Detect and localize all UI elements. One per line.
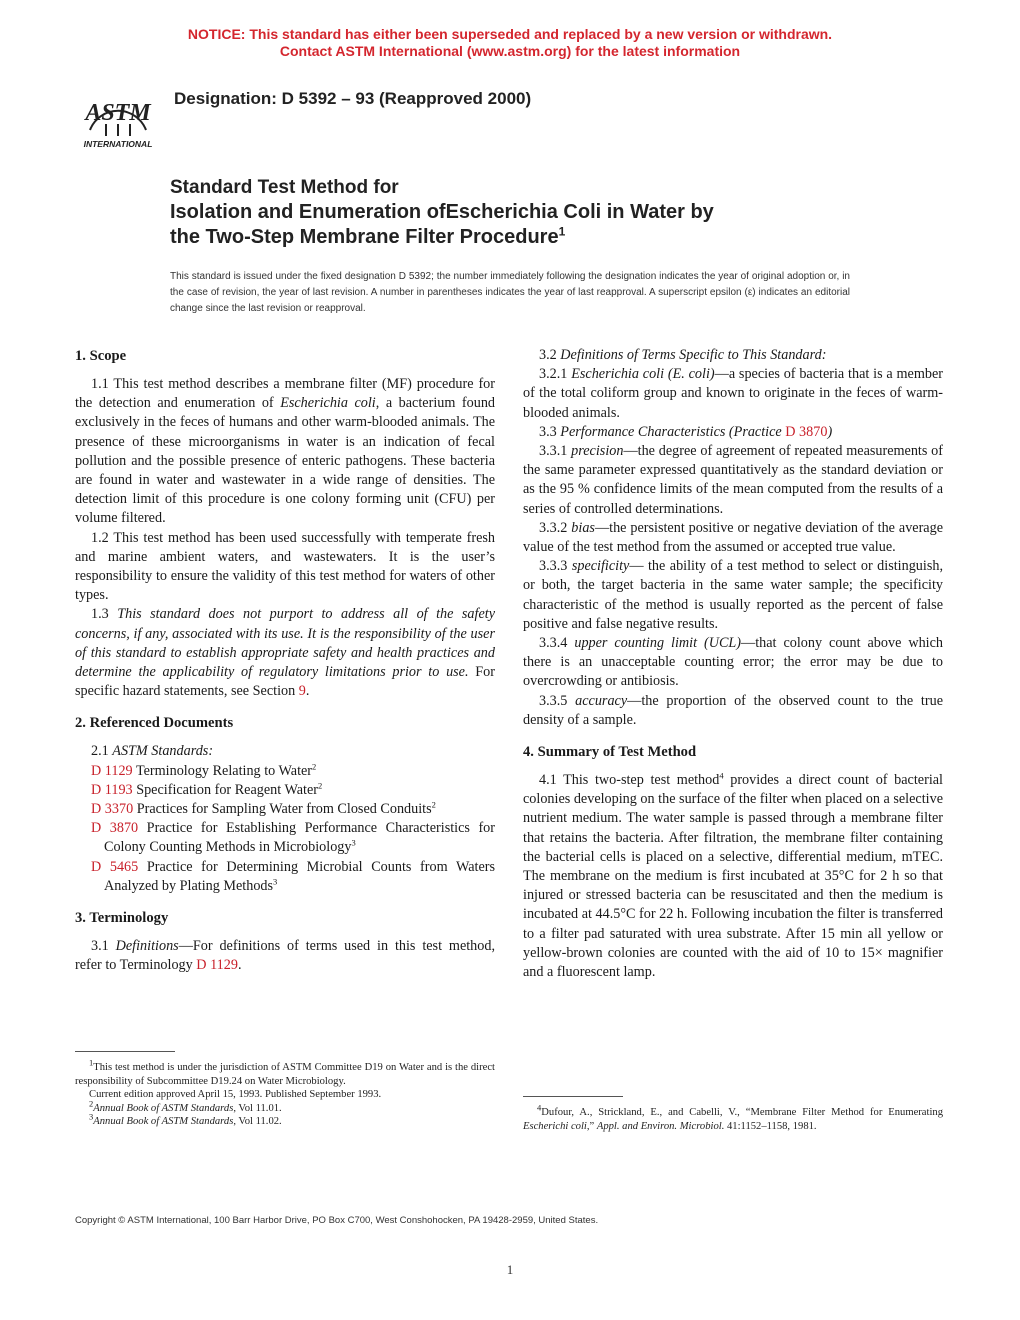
para-1-2: 1.2 This test method has been used successfully with temperate fresh and marine ambient waters, and wastewaters. It is the user’s responsibility to ensure the validity of this test method for waters of other types. <box>75 529 495 604</box>
astm-logo-subtitle: INTERNATIONAL <box>83 139 153 149</box>
title-line-3 <box>170 225 870 250</box>
footnote-4: $^4$Dufour, A., Strickland, E., and Cabelli, V., “Membrane Filter Method for Enumerating Escherichi coli,” Appl. and Environ. Microbiol. 41:1152–1158, 1981. <box>523 1102 943 1132</box>
title-line-2: Isolation and Enumeration ofEscherichia Coli in Water by <box>170 201 714 223</box>
footnote-3: $^3$Annual Book of ASTM Standards, Vol 11.02. <box>89 1111 282 1127</box>
ref-d1193-link[interactable]: D 1193 <box>91 781 133 798</box>
notice-line-1: NOTICE: This standard has either been superseded and replaced by a new version or withdrawn. <box>187 26 833 42</box>
footnote-2: $^2$Annual Book of ASTM Standards, Vol 11.01. <box>89 1097 282 1114</box>
ref-d1129-link[interactable]: D 1129 <box>91 762 133 779</box>
ref-d5465: D 5465 Practice for Determining Microbial Counts from Waters Analyzed by Plating Methods$^3$ <box>91 858 496 894</box>
section-2-heading: 2. Referenced Documents <box>75 715 234 732</box>
section-3-heading: 3. Terminology <box>75 910 169 927</box>
para-3-3-2: 3.3.2 bias—the persistent positive or negative deviation of the average value of the test method from the assumed or accepted true value. <box>523 519 943 556</box>
ref-d3870: D 3870 Practice for Establishing Performance Characteristics for Colony Counting Methods in Microbiology$^3$ <box>91 820 495 856</box>
para-3-3-4: 3.3.4 upper counting limit (UCL)—that colony count above which there is an unacceptable counting error; the error may be due to overcrowding or antibiosis. <box>523 635 944 690</box>
footnotes-left <box>75 1057 495 1129</box>
ref-d1129: D 1129 Terminology Relating to Water$^2$ <box>91 760 317 779</box>
para-1-1: 1.1 This test method describes a membrane filter (MF) procedure for the detection and enumeration of Escherichia coli, a bacterium found exclusively in the feces of humans and other warm-blooded animals. The presence of these microorganisms in water is an indication of fecal pollution and the possible presence of enteric pathogens. These bacteria are found in water and wastewater in a wide range of densities. The detection limit of this procedure is one colony forming unit (CFU) per volume filtered. <box>75 376 496 527</box>
ref-d3370: D 3370 Practices for Sampling Water from Closed Conduits$^2$ <box>91 799 436 818</box>
practice-d3870-link[interactable]: D 3870 <box>785 423 828 440</box>
right-column <box>523 346 943 982</box>
ref-d3370-link[interactable]: D 3370 <box>91 801 134 818</box>
para-3-3-1: 3.3.1 precision—the degree of agreement of repeated measurements of the same parameter expressed quantitatively as the standard deviation or as the 95 % confidence limits of the mean computed from the results of a series of controlled determinations. <box>523 443 944 517</box>
title-footnote-mark: 1 <box>558 224 566 239</box>
ref-d1193: D 1193 Specification for Reagent Water$^2$ <box>91 780 323 798</box>
copyright: Copyright © ASTM International, 100 Barr Harbor Drive, PO Box C700, West Conshohocken, PA 19428-2959, United States. <box>75 1215 599 1226</box>
para-3-2-1: 3.2.1 Escherichia coli (E. coli)—a species of bacteria that is a member of the total coliform group and known to originate in the feces of warm-blooded animals. <box>523 366 944 421</box>
para-3-3: 3.3 Performance Characteristics (Practice D 3870) <box>539 423 833 440</box>
page-number: 1 <box>506 1262 514 1277</box>
notice-line-2: Contact ASTM International (www.astm.org) for the latest information <box>279 43 741 59</box>
para-1-3: 1.3 This standard does not purport to address all of the safety concerns, if any, associated with its use. It is the responsibility of the user of this standard to establish appropriate safety and health practices and determine the applicability of regulatory limitations prior to use. For specific hazard statements, see Section 9. <box>75 606 495 700</box>
document-title <box>170 175 870 250</box>
footnote-rule-left <box>75 1051 175 1052</box>
ref-d3870-link[interactable]: D 3870 <box>91 820 139 837</box>
footnote-1: $^1$This test method is under the jurisdiction of ASTM Committee D19 on Water and is the direct responsibility of Subcommittee D19.24 on Water Microbiology. <box>75 1057 495 1087</box>
designation: Designation: D 5392 – 93 (Reapproved 2000) <box>174 89 532 108</box>
footnotes-right <box>523 1102 943 1133</box>
title-line-3-text: the Two-Step Membrane Filter Procedure <box>170 226 559 248</box>
astm-logo <box>76 74 160 150</box>
section-1-heading: 1. Scope <box>75 348 127 364</box>
para-4-1: 4.1 This two-step test method$^4$ provides a direct count of bacterial colonies developing on the surface of the filter when placed on a selective nutrient medium. The water sample is passed through a membrane filter that retains the bacteria. After filtration, the membrane filter containing the bacterial cells is placed on a selective, differential medium, mTEC. The membrane on the medium is first incubated at 35°C for 2 h so that injured or stressed bacteria can be resuscitated and then the medium is incubated at 44.5°C for 22 h. Following incubation the filter is transferred to a filter pad saturated with urea substrate. After 15 min all yellow or yellow-brown colonies are counted with the aid of 10 to 15× magnifier and a fluorescent lamp. <box>523 770 943 981</box>
para-3-3-3: 3.3.3 specificity— the ability of a test method to select or distinguish, or both, the target bacteria in the same water sample; the specificity characteristic of the method is usually reported as the percent of false positive and false negative results. <box>523 558 943 632</box>
para-2-1: 2.1 ASTM Standards: <box>91 743 214 760</box>
para-3-1: 3.1 Definitions—For definitions of terms used in this test method, refer to Terminology D 1129. <box>75 938 496 974</box>
title-line-1: Standard Test Method for <box>170 177 399 198</box>
section-4-heading: 4. Summary of Test Method <box>523 744 697 761</box>
left-column <box>75 346 495 975</box>
section-9-link[interactable]: 9 <box>298 683 306 700</box>
para-3-2: 3.2 Definitions of Terms Specific to This Standard: <box>539 347 827 363</box>
astm-logo-letters: ASTM <box>85 100 151 126</box>
footnote-1-approval: Current edition approved April 15, 1993. Published September 1993. <box>89 1089 382 1100</box>
para-3-3-5: 3.3.5 accuracy—the proportion of the observed count to the true density of a sample. <box>523 692 943 728</box>
issuance-statement: This standard is issued under the fixed designation D 5392; the number immediately following the designation indicates the year of original adoption or, in the case of revision, the year of last revision. A number in parentheses indicates the year of last reapproval. A superscript epsilon (ε) indicates an editorial change since the last revision or reapproval. <box>170 271 850 314</box>
terminology-d1129-link[interactable]: D 1129 <box>196 957 238 974</box>
footnote-rule-right <box>523 1096 623 1097</box>
withdrawal-notice <box>0 26 1020 60</box>
ref-d5465-link[interactable]: D 5465 <box>91 858 139 875</box>
